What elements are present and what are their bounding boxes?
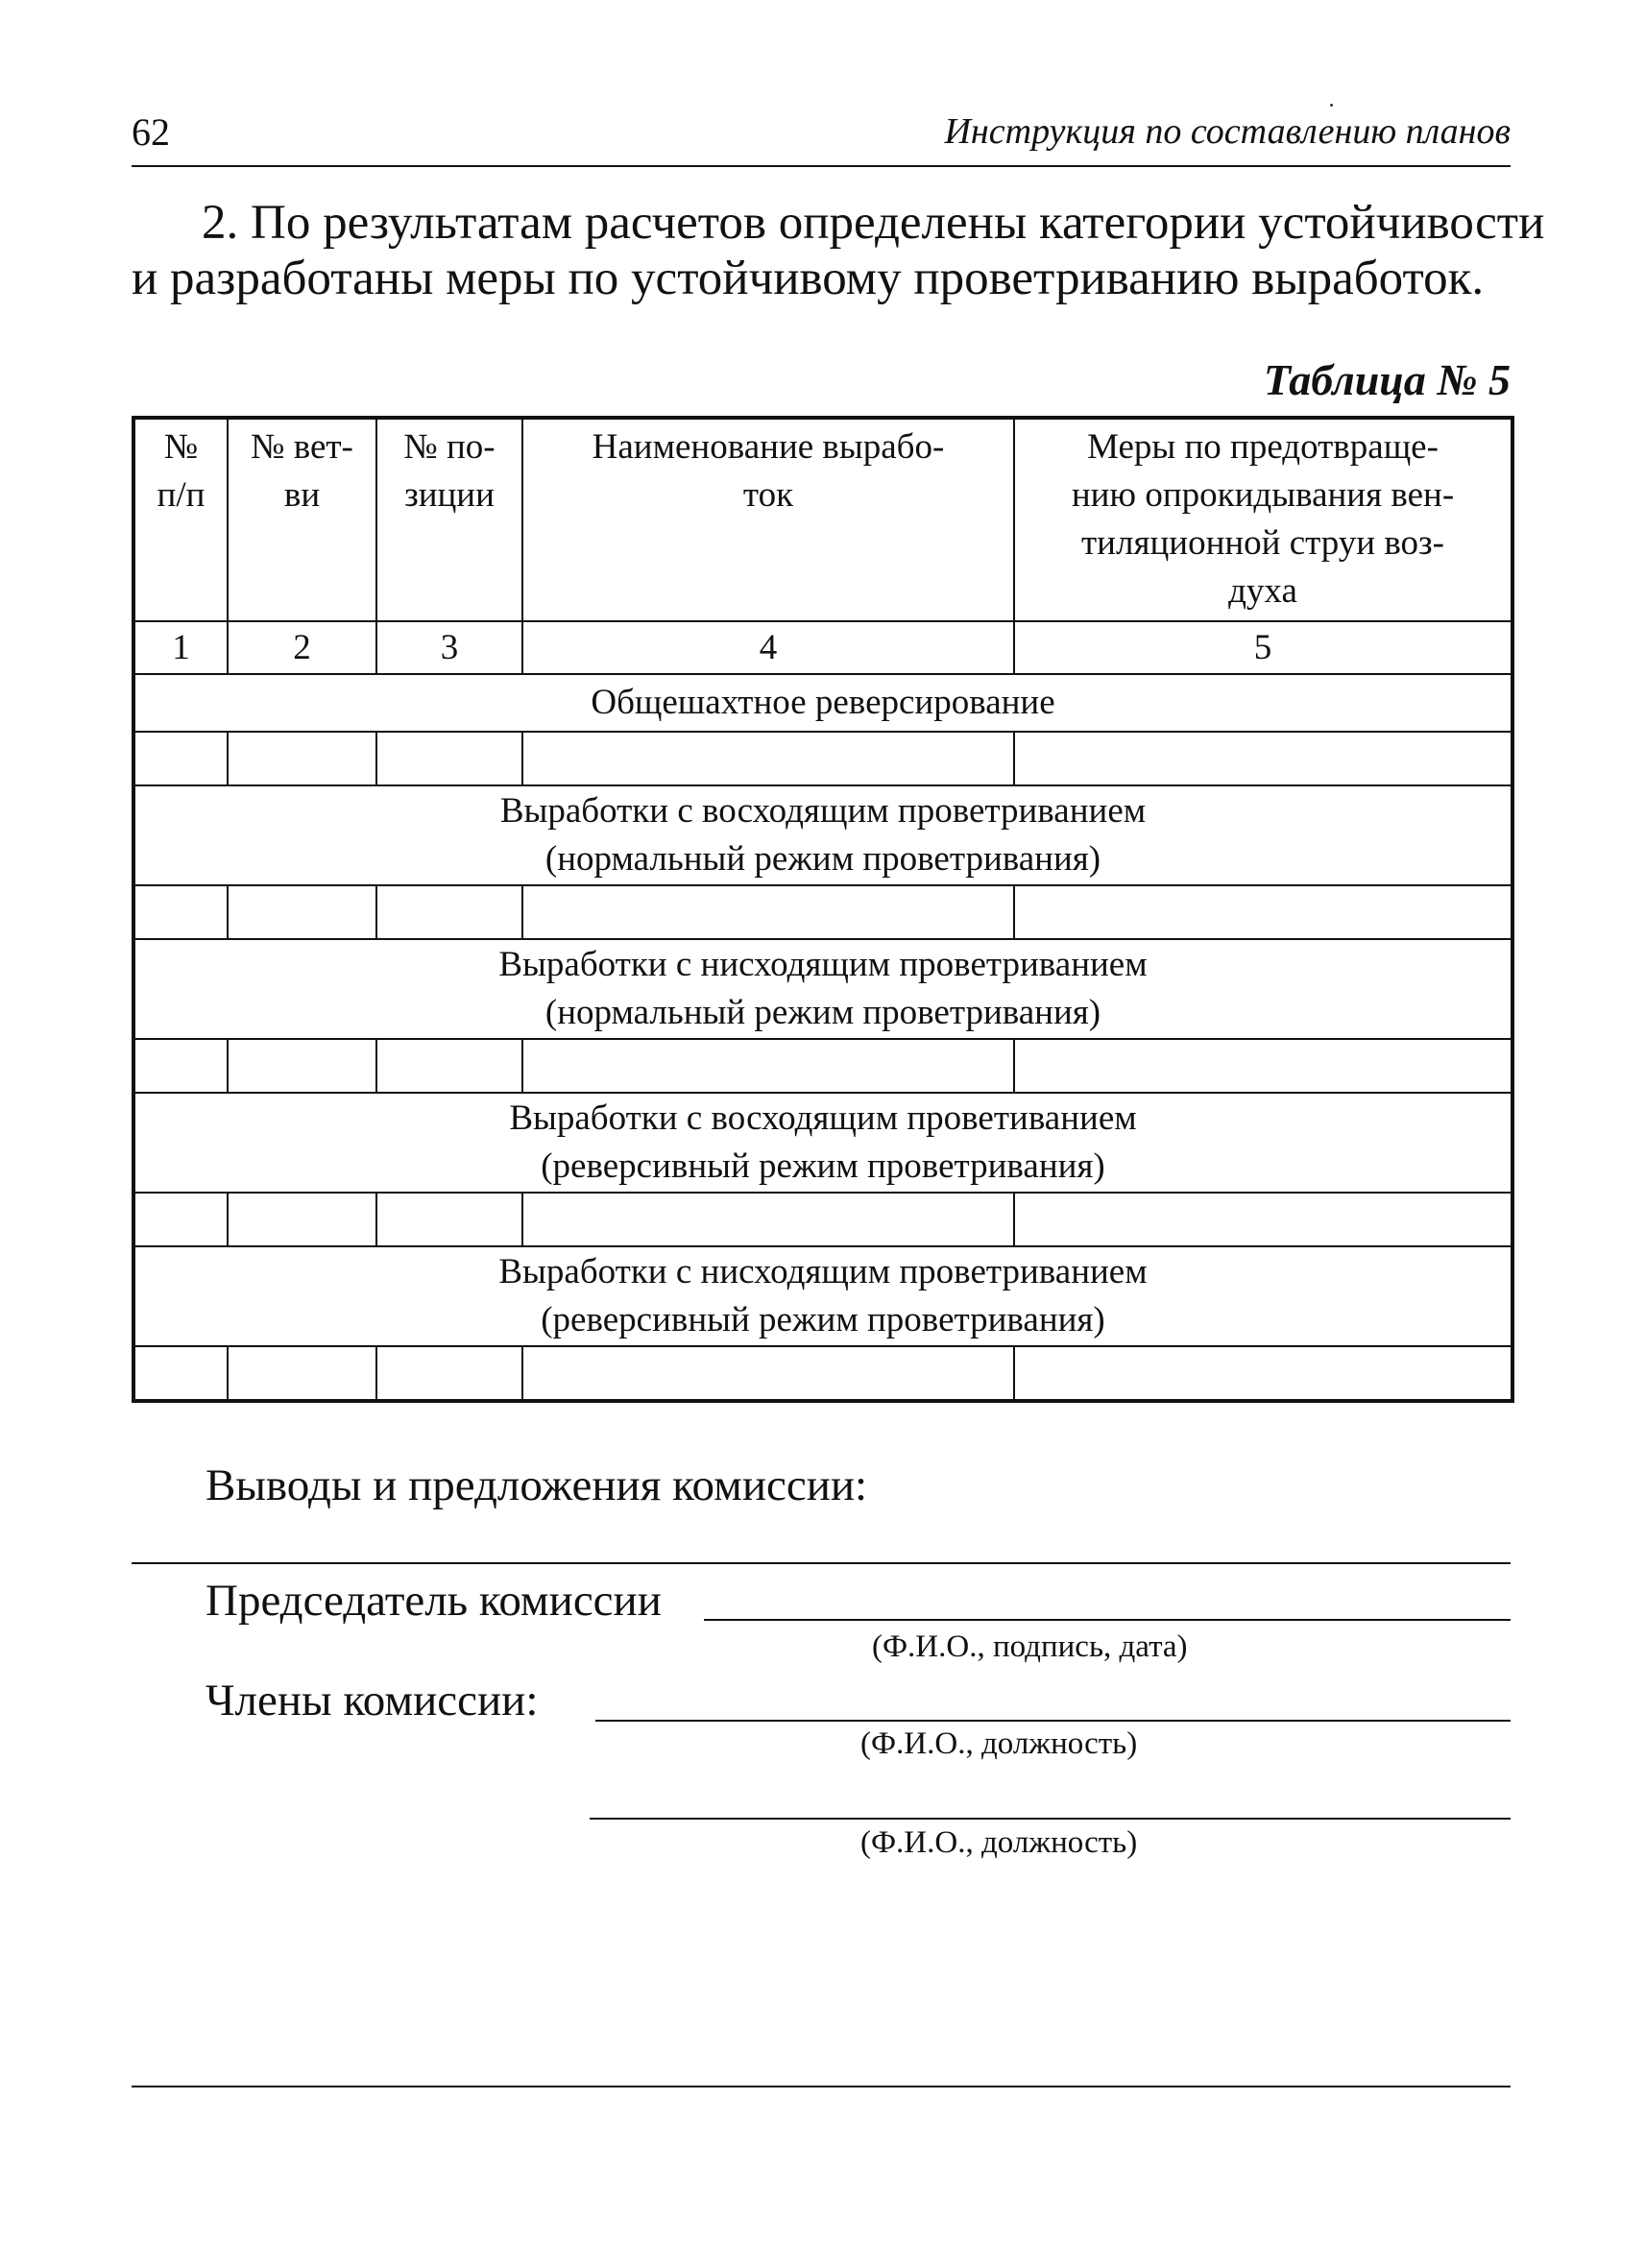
section-row xyxy=(133,785,1512,885)
intro-line: 2. По результатам расчетов определены категории устойчивости xyxy=(202,196,1545,250)
conclusions-label: Выводы и предложения комиссии: xyxy=(206,1460,868,1510)
table-cell xyxy=(228,885,376,939)
section-row xyxy=(133,939,1512,1039)
section-row xyxy=(133,1246,1512,1346)
print-speck xyxy=(1330,104,1333,107)
table-header-row xyxy=(133,418,1512,621)
member-signature-line xyxy=(595,1720,1511,1722)
table-cell xyxy=(228,1039,376,1093)
table-cell xyxy=(133,1346,228,1401)
column-number: 3 xyxy=(376,621,522,674)
table-cell xyxy=(228,1346,376,1401)
column-number: 1 xyxy=(133,621,228,674)
table-cell xyxy=(522,732,1014,785)
table-cell xyxy=(376,1346,522,1401)
table-cell xyxy=(522,885,1014,939)
members-label: Члены комиссии: xyxy=(206,1676,539,1725)
table-cell xyxy=(522,1193,1014,1246)
table-cell xyxy=(133,732,228,785)
column-number: 2 xyxy=(228,621,376,674)
table-cell xyxy=(1014,1346,1512,1401)
empty-data-row xyxy=(133,1193,1512,1246)
table-cell xyxy=(522,1039,1014,1093)
header-cell-number: № п/п xyxy=(133,418,228,621)
section-heading: Выработки с нисходящим проветриванием (нормальный режим проветривания) xyxy=(133,939,1512,1039)
chair-signature-note: (Ф.И.О., подпись, дата) xyxy=(872,1629,1188,1664)
table-cell xyxy=(376,1193,522,1246)
table-cell xyxy=(133,1039,228,1093)
member-signature-note: (Ф.И.О., должность) xyxy=(860,1825,1138,1860)
stability-measures-table xyxy=(132,416,1514,1403)
table-cell xyxy=(376,1039,522,1093)
table-cell xyxy=(1014,1193,1512,1246)
section-heading: Выработки с восходящим проветриванием (нормальный режим проветривания) xyxy=(133,785,1512,885)
section-heading: Выработки с восходящим проветиванием (реверсивный режим проветривания) xyxy=(133,1093,1512,1193)
member-signature-note: (Ф.И.О., должность) xyxy=(860,1726,1138,1761)
header-cell-measures: Меры по предотвраще- нию опрокидывания вен- тиляционной струи воз- духа xyxy=(1014,418,1512,621)
column-number-row xyxy=(133,621,1512,674)
column-number: 5 xyxy=(1014,621,1512,674)
table-cell xyxy=(1014,732,1512,785)
table-cell xyxy=(522,1346,1014,1401)
empty-data-row xyxy=(133,1346,1512,1401)
bottom-rule xyxy=(132,2086,1511,2087)
table-caption: Таблица № 5 xyxy=(1263,355,1511,404)
header-cell-branch: № вет- ви xyxy=(228,418,376,621)
header-cell-position: № по- зиции xyxy=(376,418,522,621)
column-number: 4 xyxy=(522,621,1014,674)
chair-label: Председатель комиссии xyxy=(206,1576,662,1626)
table-cell xyxy=(1014,885,1512,939)
section-row xyxy=(133,674,1512,732)
conclusions-line xyxy=(132,1562,1511,1564)
table-cell xyxy=(133,885,228,939)
section-heading: Общешахтное реверсирование xyxy=(133,674,1512,732)
empty-data-row xyxy=(133,885,1512,939)
page-number: 62 xyxy=(132,110,170,154)
intro-paragraph xyxy=(132,195,1545,306)
header-cell-workings-name: Наименование вырабо- ток xyxy=(522,418,1014,621)
table-cell xyxy=(376,885,522,939)
member-signature-line xyxy=(590,1818,1511,1820)
header-rule xyxy=(132,165,1511,167)
intro-line: и разработаны меры по устойчивому проветриванию выработок. xyxy=(132,252,1485,305)
table-cell xyxy=(228,732,376,785)
running-title: Инструкция по составлению планов xyxy=(944,111,1511,152)
table-cell xyxy=(1014,1039,1512,1093)
section-row xyxy=(133,1093,1512,1193)
table-cell xyxy=(376,732,522,785)
table-cell xyxy=(228,1193,376,1246)
table-cell xyxy=(133,1193,228,1246)
empty-data-row xyxy=(133,1039,1512,1093)
section-heading: Выработки с нисходящим проветриванием (реверсивный режим проветривания) xyxy=(133,1246,1512,1346)
chair-signature-line xyxy=(704,1619,1511,1621)
empty-data-row xyxy=(133,732,1512,785)
